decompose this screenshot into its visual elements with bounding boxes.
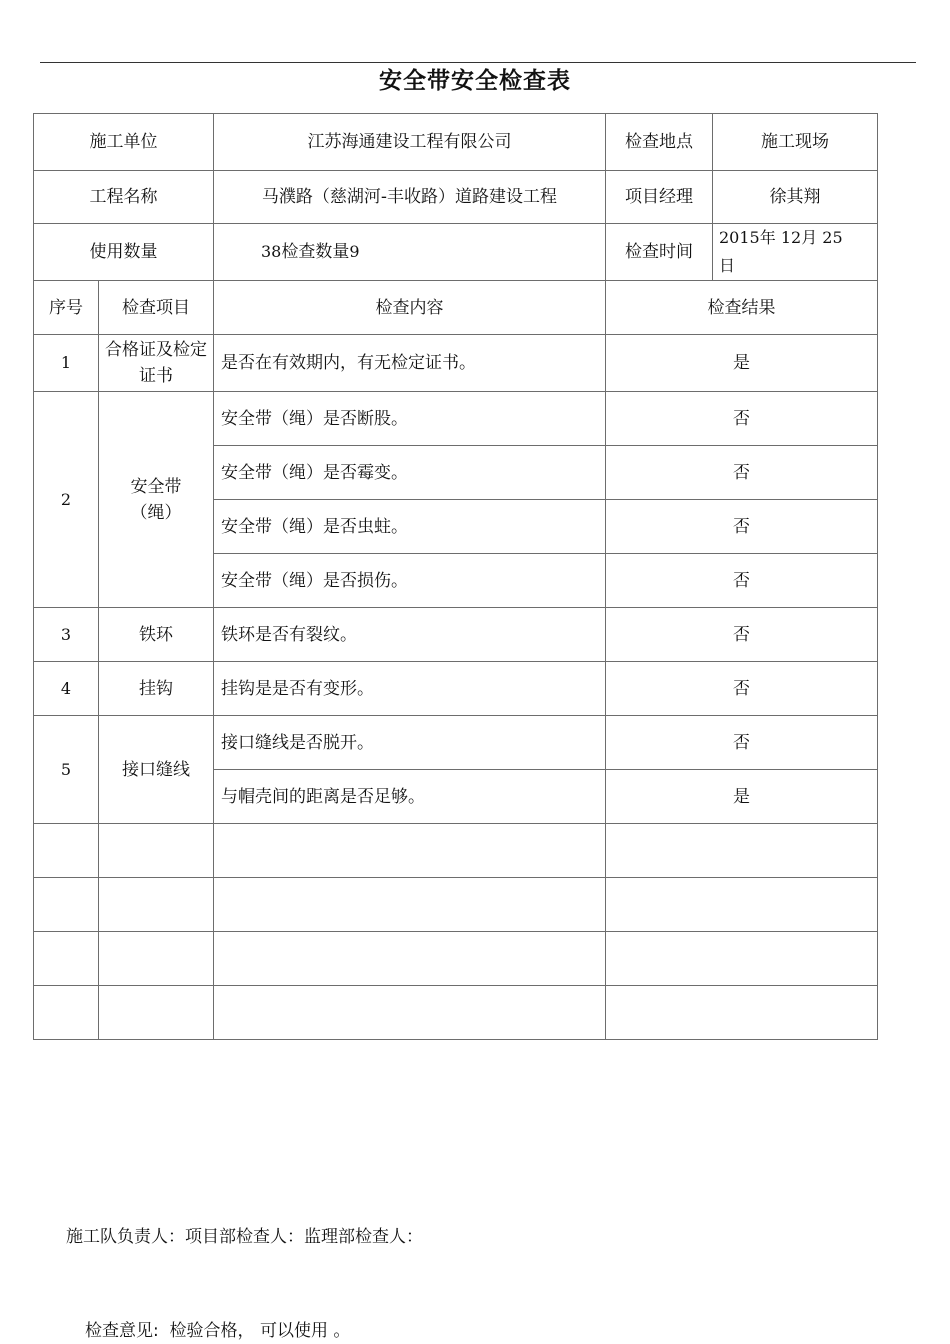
usage-value bbox=[214, 224, 606, 281]
info-row-usage bbox=[34, 224, 878, 281]
time-year: 2015 bbox=[719, 228, 760, 247]
unit-label: 施工单位 bbox=[34, 114, 214, 171]
row-seq: 2 bbox=[34, 392, 99, 608]
top-rule bbox=[40, 62, 916, 63]
row-result: 否 bbox=[606, 662, 878, 716]
time-day: 25 bbox=[822, 228, 843, 247]
table-row bbox=[34, 392, 878, 446]
row-content: 接口缝线是否脱开。 bbox=[214, 716, 606, 770]
row-seq: 1 bbox=[34, 335, 99, 392]
row-result: 否 bbox=[606, 500, 878, 554]
signature-line: 施工队负责人：项目部检查人：监理部检查人： bbox=[66, 1227, 423, 1247]
row-result: 是 bbox=[606, 335, 878, 392]
table-row bbox=[34, 608, 878, 662]
row-item: 接口缝线 bbox=[99, 716, 214, 824]
empty-row bbox=[34, 824, 878, 878]
row-content: 安全带（绳）是否断股。 bbox=[214, 392, 606, 446]
row-item: 合格证及检定证书 bbox=[99, 335, 214, 392]
table-row bbox=[34, 662, 878, 716]
row-content: 安全带（绳）是否霉变。 bbox=[214, 446, 606, 500]
inspection-opinion bbox=[85, 1318, 350, 1344]
table-row bbox=[34, 716, 878, 770]
info-row-project bbox=[34, 171, 878, 224]
empty-row bbox=[34, 878, 878, 932]
opinion-label: 检查意见: bbox=[85, 1321, 159, 1341]
manager-label: 项目经理 bbox=[606, 171, 713, 224]
time-value: 2015年 12月 25 日 bbox=[713, 224, 878, 281]
table-row bbox=[34, 335, 878, 392]
row-item: 铁环 bbox=[99, 608, 214, 662]
location-value: 施工现场 bbox=[713, 114, 878, 171]
row-content: 铁环是否有裂纹。 bbox=[214, 608, 606, 662]
header-seq: 序号 bbox=[34, 281, 99, 335]
time-label: 检查时间 bbox=[606, 224, 713, 281]
header-content: 检查内容 bbox=[214, 281, 606, 335]
row-result: 是 bbox=[606, 770, 878, 824]
unit-value: 江苏海通建设工程有限公司 bbox=[214, 114, 606, 171]
header-row bbox=[34, 281, 878, 335]
row-content: 是否在有效期内，有无检定证书。 bbox=[214, 335, 606, 392]
header-item: 检查项目 bbox=[99, 281, 214, 335]
row-seq: 5 bbox=[34, 716, 99, 824]
empty-row bbox=[34, 986, 878, 1040]
row-seq: 4 bbox=[34, 662, 99, 716]
empty-row bbox=[34, 932, 878, 986]
usage-label: 使用数量 bbox=[34, 224, 214, 281]
row-seq: 3 bbox=[34, 608, 99, 662]
header-result: 检查结果 bbox=[606, 281, 878, 335]
time-month: 12 bbox=[780, 228, 802, 247]
inspect-count-label: 检查数量 bbox=[281, 242, 350, 262]
manager-value: 徐其翔 bbox=[713, 171, 878, 224]
inspect-count: 9 bbox=[349, 242, 360, 261]
row-result: 否 bbox=[606, 608, 878, 662]
inspection-table bbox=[33, 113, 878, 1040]
page-title: 安全带安全检查表 bbox=[379, 68, 571, 94]
row-content: 挂钩是是否有变形。 bbox=[214, 662, 606, 716]
row-item: 安全带（绳） bbox=[99, 392, 214, 608]
row-content: 安全带（绳）是否虫蛀。 bbox=[214, 500, 606, 554]
info-row-unit bbox=[34, 114, 878, 171]
row-result: 否 bbox=[606, 392, 878, 446]
row-result: 否 bbox=[606, 446, 878, 500]
row-result: 否 bbox=[606, 554, 878, 608]
usage-count: 38 bbox=[261, 242, 282, 261]
row-content: 安全带（绳）是否损伤。 bbox=[214, 554, 606, 608]
row-content: 与帽壳间的距离是否足够。 bbox=[214, 770, 606, 824]
row-result: 否 bbox=[606, 716, 878, 770]
project-label: 工程名称 bbox=[34, 171, 214, 224]
project-value: 马濮路（慈湖河-丰收路）道路建设工程 bbox=[214, 171, 606, 224]
opinion-text: 检验合格， 可以使用 。 bbox=[169, 1321, 351, 1341]
location-label: 检查地点 bbox=[606, 114, 713, 171]
row-item: 挂钩 bbox=[99, 662, 214, 716]
